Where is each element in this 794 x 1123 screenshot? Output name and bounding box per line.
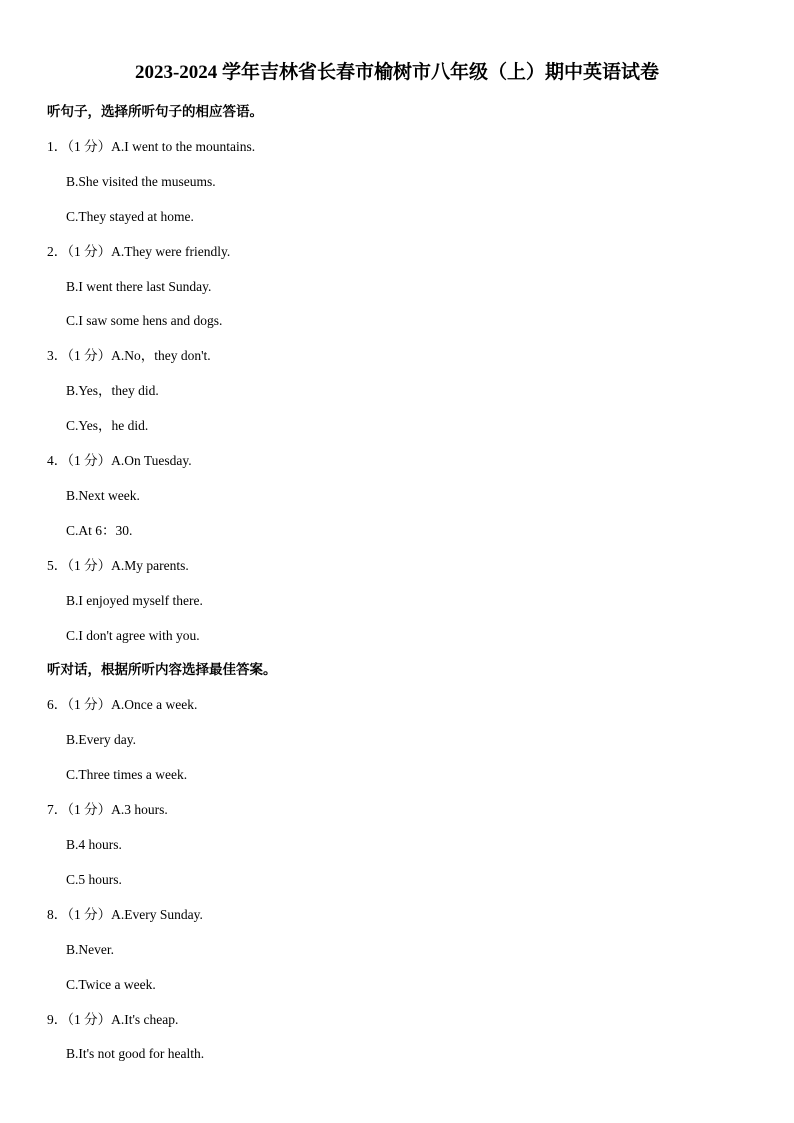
question-8-option-c: C.Twice a week.	[66, 977, 156, 992]
question-4-stem: 4．（1 分）A.On Tuesday.	[47, 453, 192, 468]
question-3-stem: 3．（1 分）A.No，they don't.	[47, 348, 211, 363]
question-5-option-b: B.I enjoyed myself there.	[66, 593, 203, 608]
question-3-option-b: B.Yes，they did.	[66, 383, 159, 398]
question-7-stem: 7．（1 分）A.3 hours.	[47, 802, 168, 817]
question-2-stem: 2．（1 分）A.They were friendly.	[47, 244, 231, 259]
question-7-option-b: B.4 hours.	[66, 837, 122, 852]
section-heading-listen-dialogues: 听对话，根据所听内容选择最佳答案。	[47, 662, 277, 677]
exam-title: 2023-2024 学年吉林省长春市榆树市八年级（上）期中英语试卷	[134, 62, 660, 83]
question-4-option-c: C.At 6：30.	[66, 523, 133, 538]
question-2-option-b: B.I went there last Sunday.	[66, 279, 212, 294]
question-2-option-c: C.I saw some hens and dogs.	[66, 313, 223, 328]
question-7-option-c: C.5 hours.	[66, 872, 122, 887]
section-heading-listen-sentences: 听句子，选择所听句子的相应答语。	[47, 104, 263, 119]
question-8-option-b: B.Never.	[66, 942, 114, 957]
question-1-option-b: B.She visited the museums.	[66, 174, 216, 189]
question-6-option-b: B.Every day.	[66, 732, 136, 747]
question-1-option-c: C.They stayed at home.	[66, 209, 194, 224]
question-6-option-c: C.Three times a week.	[66, 767, 188, 782]
question-1-stem: 1．（1 分）A.I went to the mountains.	[47, 139, 256, 154]
question-3-option-c: C.Yes，he did.	[66, 418, 149, 433]
question-5-option-c: C.I don't agree with you.	[66, 628, 200, 643]
question-6-stem: 6．（1 分）A.Once a week.	[47, 697, 198, 712]
question-8-stem: 8．（1 分）A.Every Sunday.	[47, 907, 203, 922]
question-4-option-b: B.Next week.	[66, 488, 140, 503]
question-9-stem: 9．（1 分）A.It's cheap.	[47, 1012, 179, 1027]
question-9-option-b: B.It's not good for health.	[66, 1046, 205, 1061]
question-5-stem: 5．（1 分）A.My parents.	[47, 558, 189, 573]
